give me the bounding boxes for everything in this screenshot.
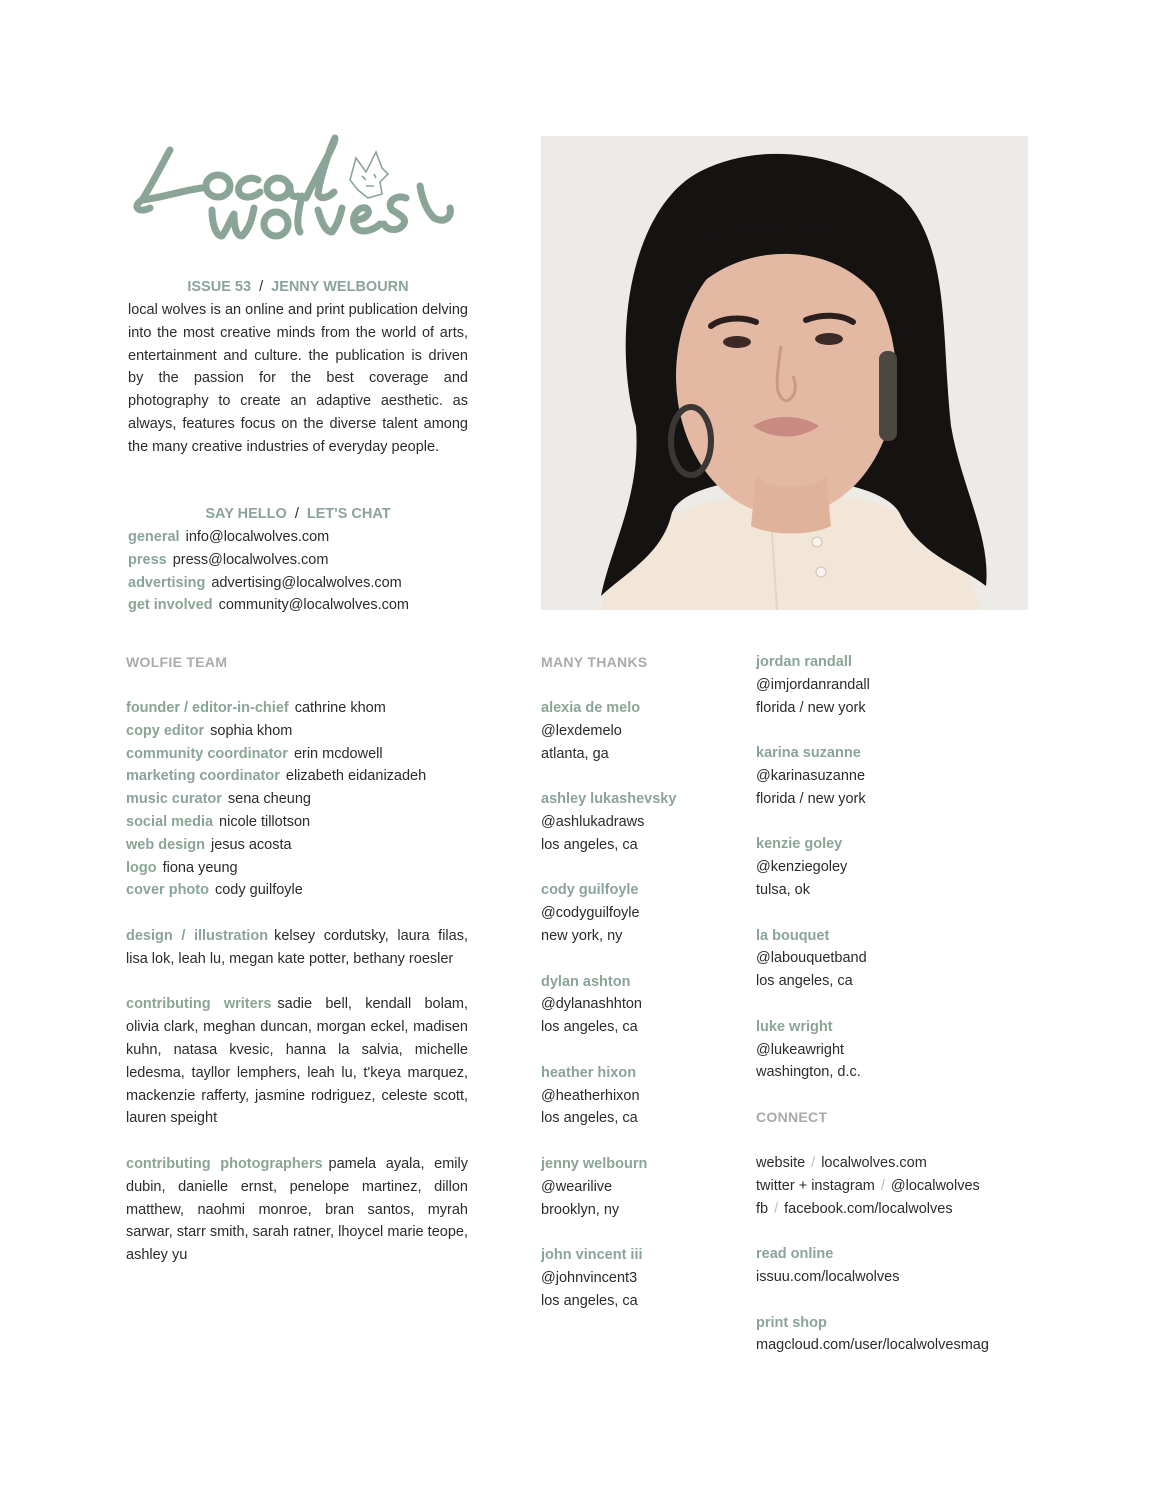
team-role: [126, 811, 468, 834]
contact-advertising: [128, 572, 409, 595]
issue-separator: /: [259, 279, 264, 295]
thanks-name: jordan randall: [756, 654, 852, 670]
link-label: website: [756, 1154, 806, 1171]
thanks-handle[interactable]: @karinasuzanne: [756, 767, 866, 784]
role-person: nicole tillotson: [219, 813, 311, 830]
thanks-handle[interactable]: @heatherhixon: [541, 1087, 640, 1104]
connect-website: [756, 1152, 1046, 1175]
contact-general: [128, 526, 409, 549]
thanks-name: kenzie goley: [756, 836, 843, 853]
thanks-handle[interactable]: @lexdemelo: [541, 722, 622, 739]
team-role: [126, 834, 468, 857]
connect-links: [756, 1152, 1046, 1220]
thanks-entry: [541, 697, 741, 765]
contact-get-involved: [128, 594, 409, 617]
contact-label: press: [128, 551, 167, 568]
wolfie-team-section: [126, 652, 468, 1267]
role-person: elizabeth eidanizadeh: [285, 768, 427, 785]
thanks-handle[interactable]: @codyguilfoyle: [541, 905, 640, 922]
wolfie-team-heading: WOLFIE TEAM: [126, 654, 228, 670]
role-label: community coordinator: [126, 745, 288, 762]
connect-twitter-instagram: [756, 1175, 1046, 1198]
facebook-link[interactable]: facebook.com/localwolves: [784, 1200, 953, 1217]
thanks-entry: [756, 742, 1046, 810]
role-label: copy editor: [126, 722, 205, 739]
thanks-entry: [541, 971, 741, 1039]
thanks-name: la bouquet: [756, 927, 830, 944]
thanks-location: los angeles, ca: [756, 973, 853, 990]
thanks-name: ashley lukashevsky: [541, 791, 677, 808]
thanks-location: florida / new york: [756, 699, 866, 716]
thanks-handle[interactable]: @wearilive: [541, 1178, 613, 1195]
team-role: [126, 697, 468, 720]
thanks-location: tulsa, ok: [756, 881, 810, 898]
thanks-name: heather hixon: [541, 1064, 637, 1081]
photographers-credits: [126, 1153, 468, 1267]
many-thanks-heading: MANY THANKS: [541, 654, 648, 670]
thanks-entry: [541, 1244, 741, 1312]
role-label: music curator: [126, 791, 222, 808]
thanks-entry: [541, 879, 741, 947]
team-roles: [126, 697, 468, 902]
thanks-name: dylan ashton: [541, 973, 631, 990]
link-separator: /: [774, 1200, 779, 1217]
print-shop: [756, 1312, 1046, 1358]
team-role: [126, 743, 468, 766]
thanks-location: los angeles, ca: [541, 1110, 638, 1127]
contact-email[interactable]: press@localwolves.com: [172, 551, 329, 568]
thanks-handle[interactable]: @lukeawright: [756, 1041, 845, 1058]
thanks-name: luke wright: [756, 1018, 833, 1035]
contact-label: general: [128, 529, 180, 545]
thanks-name: alexia de melo: [541, 700, 641, 716]
print-shop-label: print shop: [756, 1314, 827, 1331]
photographers-names: pamela ayala, emily dubin, danielle ernst, penelope martinez, dillon matthew, naohmi monroe, bran santos, myrah sarwar, starr smith, sarah ratner, lhoycel marie teope, ashley yu: [126, 1155, 468, 1264]
thanks-handle[interactable]: @ashlukadraws: [541, 813, 645, 830]
team-role: [126, 788, 468, 811]
many-thanks-column-2: [756, 651, 1046, 1357]
role-person: jesus acosta: [210, 836, 292, 853]
role-label: logo: [126, 859, 157, 876]
writers-credits: [126, 993, 468, 1130]
team-role: [126, 879, 468, 902]
contact-heading: [128, 504, 468, 524]
thanks-location: los angeles, ca: [541, 836, 638, 853]
thanks-handle[interactable]: @labouquetband: [756, 950, 867, 967]
role-person: cathrine khom: [294, 700, 386, 716]
thanks-name: karina suzanne: [756, 745, 861, 762]
role-person: cody guilfoyle: [214, 882, 303, 899]
about-paragraph: local wolves is an online and print publication delving into the most creative minds from the world of arts, entertainment and culture. the publication is driven by the passion for the best coverage and photography to create an adaptive aesthetic. as always, features focus on the diverse talent among the many creative industries of everyday people.: [128, 302, 468, 455]
social-handle-link[interactable]: @localwolves: [890, 1177, 980, 1194]
many-thanks-column-1: [541, 652, 741, 1313]
writers-label: contributing writers: [126, 996, 272, 1013]
thanks-location: atlanta, ga: [541, 745, 609, 762]
say-hello-heading: SAY HELLO: [205, 506, 287, 522]
thanks-location: florida / new york: [756, 790, 866, 807]
link-label: fb: [756, 1200, 769, 1217]
issuu-link[interactable]: issuu.com/localwolves: [756, 1268, 900, 1285]
wolf-logo-icon: [130, 128, 460, 253]
portrait-image: [541, 136, 1028, 610]
contact-email[interactable]: community@localwolves.com: [218, 597, 409, 614]
contact-heading-separator: /: [294, 506, 299, 522]
thanks-entry: [756, 651, 1046, 719]
connect-facebook: [756, 1198, 1046, 1221]
team-role: [126, 857, 468, 880]
contact-email[interactable]: info@localwolves.com: [185, 529, 330, 545]
cover-portrait-photo: [541, 136, 1028, 610]
contact-label: get involved: [128, 597, 213, 614]
website-link[interactable]: localwolves.com: [821, 1154, 927, 1171]
thanks-location: washington, d.c.: [756, 1064, 861, 1081]
issue-feature-name: JENNY WELBOURN: [271, 279, 409, 295]
thanks-entry: [541, 788, 741, 856]
role-person: sophia khom: [210, 722, 293, 739]
thanks-entry: [756, 1016, 1046, 1084]
thanks-name: john vincent iii: [541, 1247, 643, 1264]
thanks-name: jenny welbourn: [541, 1155, 648, 1172]
role-person: sena cheung: [227, 791, 311, 808]
link-label: twitter + instagram: [756, 1177, 875, 1194]
magcloud-link[interactable]: magcloud.com/user/localwolvesmag: [756, 1337, 989, 1354]
thanks-location: new york, ny: [541, 927, 623, 944]
thanks-entry: [756, 833, 1046, 901]
read-online-label: read online: [756, 1246, 834, 1263]
thanks-handle[interactable]: @kenziegoley: [756, 859, 848, 876]
local-wolves-logo: [130, 128, 460, 253]
design-label: design / illustration: [126, 927, 269, 944]
team-role: [126, 765, 468, 788]
role-label: social media: [126, 813, 214, 830]
thanks-entry: [541, 1062, 741, 1130]
issue-number: ISSUE 53: [187, 279, 252, 295]
contact-email[interactable]: advertising@localwolves.com: [211, 574, 402, 591]
thanks-handle[interactable]: @johnvincent3: [541, 1269, 638, 1286]
link-separator: /: [880, 1177, 885, 1194]
thanks-location: brooklyn, ny: [541, 1201, 620, 1218]
issue-line: [128, 277, 468, 297]
thanks-entry: [541, 1153, 741, 1221]
read-online: [756, 1243, 1046, 1289]
thanks-handle[interactable]: @imjordanrandall: [756, 676, 870, 693]
role-label: cover photo: [126, 882, 209, 899]
thanks-location: los angeles, ca: [541, 1019, 638, 1036]
photographers-label: contributing photographers: [126, 1155, 323, 1172]
lets-chat-heading: LET'S CHAT: [306, 506, 391, 522]
link-separator: /: [811, 1154, 816, 1171]
role-label: marketing coordinator: [126, 768, 280, 785]
thanks-location: los angeles, ca: [541, 1292, 638, 1309]
contact-label: advertising: [128, 574, 206, 591]
contact-list: [128, 526, 409, 617]
role-label: web design: [126, 836, 205, 853]
contact-press: [128, 549, 409, 572]
writers-names: sadie bell, kendall bolam, olivia clark, meghan duncan, morgan eckel, madisen kuhn, natasa kvesic, hanna la salvia, michelle ledesma, tayllor lemphers, leah lu, t'keya marquez, mackenzie rafferty, jasmine rodriguez, celeste scott, lauren speight: [126, 996, 468, 1127]
design-names: kelsey cordutsky, laura filas, lisa lok, leah lu, megan kate potter, bethany roesler: [126, 927, 468, 967]
design-credits: [126, 925, 468, 971]
role-label: founder / editor-in-chief: [126, 700, 289, 716]
role-person: erin mcdowell: [293, 745, 383, 762]
thanks-name: cody guilfoyle: [541, 882, 639, 899]
thanks-entry: [756, 925, 1046, 993]
thanks-handle[interactable]: @dylanashhton: [541, 996, 642, 1013]
team-role: [126, 720, 468, 743]
connect-heading: CONNECT: [756, 1108, 828, 1125]
role-person: fiona yeung: [162, 859, 238, 876]
